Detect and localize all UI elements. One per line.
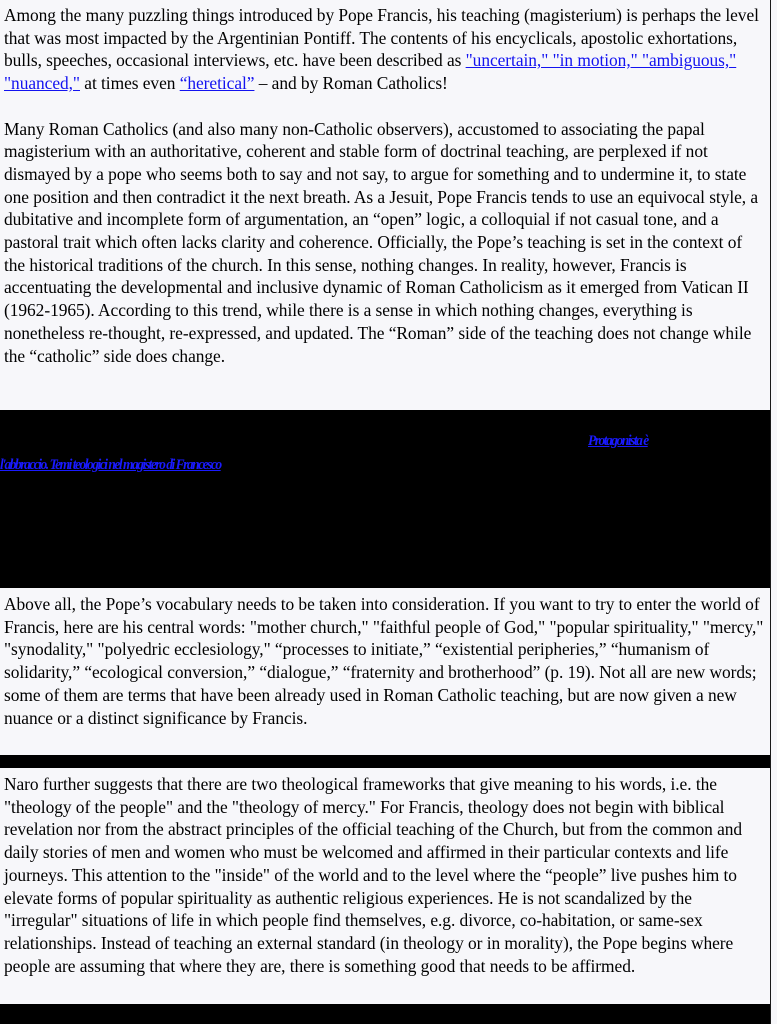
paragraph-4: Naro further suggests that there are two theological frameworks that give meaning to his words, i.e. the "theology of the people" and the "theology of mercy." For Francis, theology does not begin with biblical revelation nor from the abstract principles of the official teaching of the Church, but from the common and daily stories of men and women who must be welcomed and affirmed in their particular contexts and life journeys. This attention to the "inside" of the world and to the level where the “people” live pushes him to elevate forms of popular spirituality as authentic religious experiences. He is not scandalized by the "irregular" situations of life in which people find themselves, e.g. divorce, co-habitation, or same-sex relationships. Instead of teaching an external standard (in theology or in morality), the Pope begins where people are assuming that where they are, there is something good that needs to be affirmed.	[4, 774, 743, 976]
black-footer-strip	[0, 1004, 777, 1024]
black-divider	[0, 755, 777, 768]
paragraph-1-tail: – and by Roman Catholics!	[254, 73, 448, 94]
link-heretical[interactable]: “heretical”	[179, 73, 255, 94]
paragraph-3: Above all, the Pope’s vocabulary needs to be taken into consideration. If you want to try to enter the world of Francis, here are his central words: "mother church," "faithful people of God," "popular spirituality," "mercy," "synodality," "polyedric ecclesiology," “processes to initiate,” “existential peripheries,” “humanism of solidarity,” “ecological conversion,” “dialogue,” “fraternity and brotherhood” (p. 19). Not all are new words; some of them are terms that have been already used in Roman Catholic teaching, but are now given a new nuance or a distinct significance by Francis.	[4, 594, 764, 728]
book-title-link-line-1[interactable]: Protagonista è	[588, 433, 648, 449]
book-title-link-line-2[interactable]: l'abbraccio. Temi teologici nel magistero di Francesco	[0, 457, 221, 473]
paragraph-2: Many Roman Catholics (and also many non-Catholic observers), accustomed to associating the papal magisterium with an authoritative, coherent and stable form of doctrinal teaching, are perplexed if not dismayed by a pope who seems both to say and not say, to argue for something and to undermine it, to state one position and then contradict it the next breath. As a Jesuit, Pope Francis tends to use an equivocal style, a dubitative and incomplete form of argumentation, an “open” logic, a colloquial if not casual tone, and a pastoral trait which often lacks clarity and coherence. Officially, the Pope’s teaching is set in the context of the historical traditions of the church. In this sense, nothing changes. In reality, however, Francis is accentuating the developmental and inclusive dynamic of Roman Catholicism as it emerged from Vatican II (1962-1965). According to this trend, while there is a sense in which nothing changes, everything is nonetheless re-thought, re-expressed, and updated. The “Roman” side of the teaching does not change while the “catholic” side does change.	[4, 118, 759, 366]
right-gutter	[771, 0, 777, 1024]
paragraph-1	[4, 4, 767, 95]
text-band-top	[0, 0, 771, 410]
paragraph-1-lead: Among the many puzzling things introduced by Pope Francis, his teaching (magisterium) is perhaps the level that was most impacted by the Argentinian Pontiff. The contents of his encyclicals, apostolic exhortations, bulls, speeches, occasional interviews, etc. have been described as	[4, 5, 759, 71]
text-band-bottom	[0, 768, 771, 1004]
black-band-book-link	[0, 410, 777, 588]
link-uncertain-in-motion-ambiguous-nuanced[interactable]: "uncertain," "in motion," "ambiguous," "nuanced,"	[4, 50, 737, 94]
paragraph-spacer-1	[4, 95, 767, 118]
right-border-rule	[770, 0, 771, 1024]
paragraph-1-mid: at times even	[79, 73, 180, 94]
text-band-middle	[0, 588, 771, 755]
